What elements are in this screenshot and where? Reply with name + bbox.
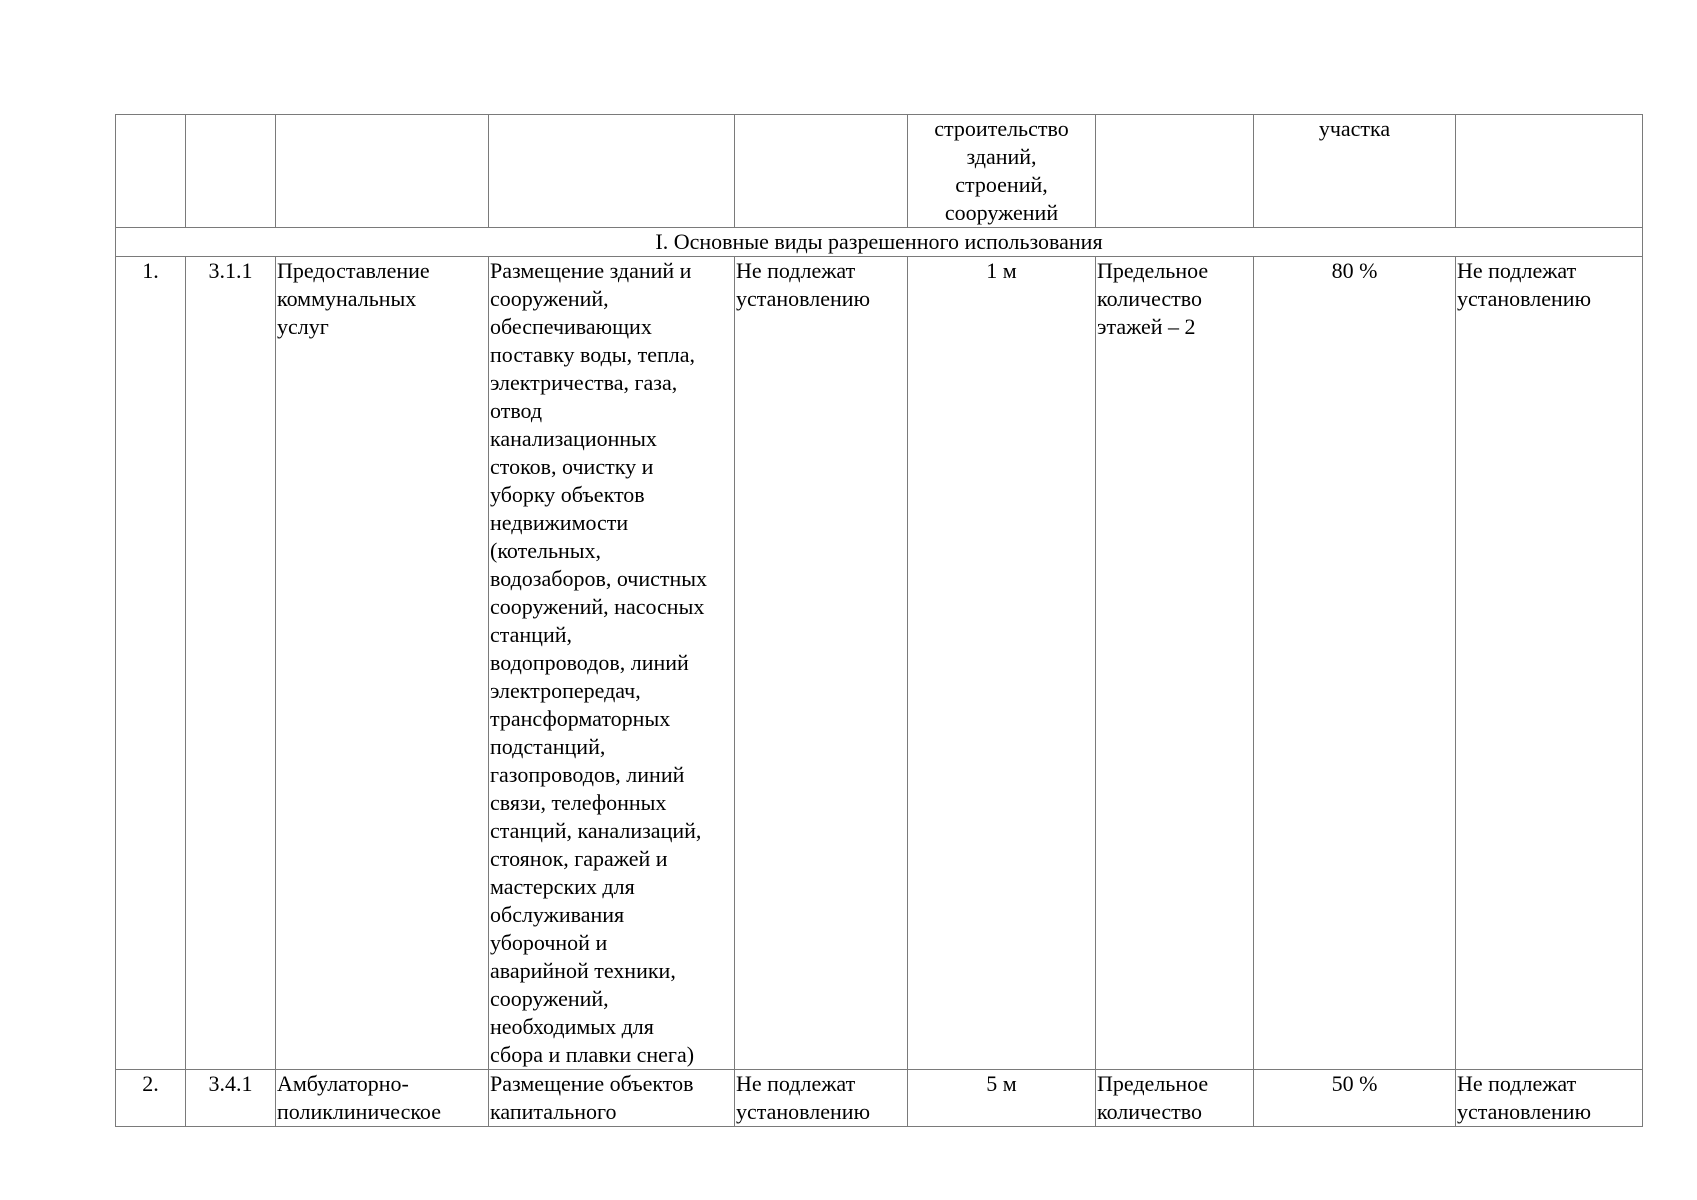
row-coverage: 50 %: [1254, 1070, 1456, 1127]
header-cell-4: [489, 115, 735, 228]
header-cell-9: [1456, 115, 1643, 228]
zoning-table: [115, 114, 1643, 1127]
row-other: Не подлежат установлению: [1456, 257, 1643, 1070]
table-row: [116, 1070, 1643, 1127]
row-name: Амбулаторно- поликлиническое: [276, 1070, 489, 1127]
row-floors: Предельное количество этажей – 2: [1096, 257, 1254, 1070]
row-number: 2.: [116, 1070, 186, 1127]
header-cell-3: [276, 115, 489, 228]
header-cell-6: строительство зданий, строений, сооружений: [908, 115, 1096, 228]
row-coverage: 80 %: [1254, 257, 1456, 1070]
row-name: Предоставление коммунальных услуг: [276, 257, 489, 1070]
header-cell-8: участка: [1254, 115, 1456, 228]
header-cell-2: [186, 115, 276, 228]
table-row: [116, 257, 1643, 1070]
header-row: [116, 115, 1643, 228]
row-code: 3.4.1: [186, 1070, 276, 1127]
section-title: I. Основные виды разрешенного использования: [116, 228, 1643, 257]
row-code: 3.1.1: [186, 257, 276, 1070]
section-row: [116, 228, 1643, 257]
row-number: 1.: [116, 257, 186, 1070]
row-setback: 5 м: [908, 1070, 1096, 1127]
row-area: Не подлежат установлению: [735, 257, 908, 1070]
header-cell-5: [735, 115, 908, 228]
row-description: Размещение объектов капитального: [489, 1070, 735, 1127]
row-floors: Предельное количество: [1096, 1070, 1254, 1127]
row-other: Не подлежат установлению: [1456, 1070, 1643, 1127]
header-cell-1: [116, 115, 186, 228]
header-cell-7: [1096, 115, 1254, 228]
row-area: Не подлежат установлению: [735, 1070, 908, 1127]
row-description: Размещение зданий и сооружений, обеспечивающих поставку воды, тепла, электричества, газа, отвод канализационных стоков, очистку и уборку объектов недвижимости (котельных, водозаборов, очистных сооружений, насосных станций, водопроводов, линий электропередач, трансформаторных подстанций, газопроводов, линий связи, телефонных станций, канализаций, стоянок, гаражей и мастерских для обслуживания уборочной и аварийной техники, сооружений, необходимых для сбора и плавки снега): [489, 257, 735, 1070]
row-setback: 1 м: [908, 257, 1096, 1070]
